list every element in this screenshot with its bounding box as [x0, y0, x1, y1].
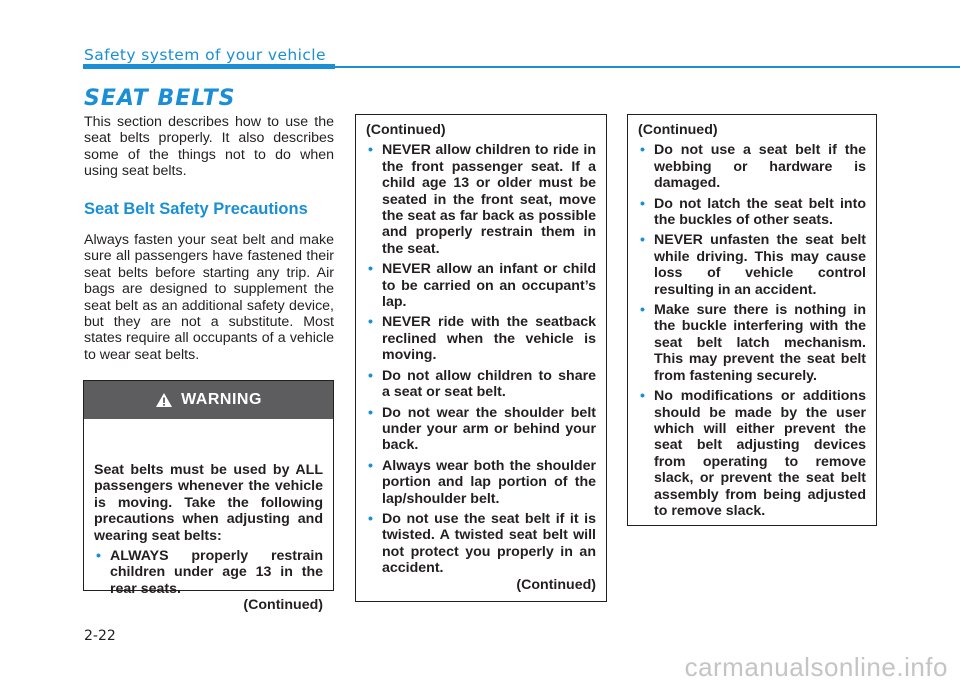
continued-box-right — [627, 114, 877, 526]
list-item: • Make sure there is nothing in the buckle interfering with the seat belt latch mechanism. This may prevent the seat belt from fastening securely. — [638, 302, 866, 384]
continued-box-middle — [355, 114, 607, 602]
warning-content — [84, 419, 333, 614]
header-title: Safety system of your vehicle — [84, 46, 326, 64]
watermark: carmanualsonline.info — [684, 652, 948, 682]
middle-list — [366, 142, 596, 576]
precautions-paragraph: Always fasten your seat belt and make sure all passengers have fastened their seat belts before starting any trip. Air bags are designed to supplement the seat belt as an additional safety device, but they are not a substitute. Most states require all occupants of a vehicle to wear seat belts. — [84, 232, 334, 363]
list-item: • ALWAYS properly restrain children under age 13 in the rear seats. — [94, 548, 323, 597]
list-item: • Do not allow children to share a seat or seat belt. — [366, 368, 596, 401]
list-item: • NEVER unfasten the seat belt while driving. This may cause loss of vehicle control resulting in an accident. — [638, 232, 866, 298]
list-item: • No modifications or additions should be made by the user which will either prevent the seat belt adjusting devices from operating to remove slack, or prevent the seat belt assembly from being adjusted to remove slack. — [638, 388, 866, 519]
list-item: • NEVER ride with the seatback reclined when the vehicle is moving. — [366, 314, 596, 363]
list-item: • Do not use a seat belt if the webbing or hardware is damaged. — [638, 142, 866, 191]
page-number: 2-22 — [84, 628, 116, 644]
list-item: • Do not use the seat belt if it is twisted. A twisted seat belt will not protect you properly in an accident. — [366, 511, 596, 577]
list-item: • NEVER allow children to ride in the front passenger seat. If a child age 13 or older must be seated in the front seat, move the seat as far back as possible and properly restrain them in the seat. — [366, 142, 596, 257]
subheading: Seat Belt Safety Precautions — [84, 200, 308, 218]
right-list — [638, 142, 866, 519]
header-rule-thin — [335, 66, 960, 68]
right-box-content — [628, 115, 876, 519]
list-item: • Always wear both the shoulder portion and lap portion of the lap/shoulder belt. — [366, 458, 596, 507]
warning-list — [94, 548, 323, 597]
continued-label: (Continued) — [516, 576, 596, 593]
list-item: • NEVER allow an infant or child to be carried on an occupant’s lap. — [366, 261, 596, 310]
warning-intro: Seat belts must be used by ALL passengers whenever the vehicle is moving. Take the following precautions when adjusting and wearing seat belts: — [94, 462, 323, 544]
continued-label: (Continued) — [243, 597, 323, 614]
intro-paragraph: This section describes how to use the seat belts properly. It also describes some of the things not to do when using seat belts. — [84, 114, 334, 180]
middle-box-content — [356, 115, 606, 593]
continued-label: (Continued) — [638, 122, 718, 138]
warning-header — [84, 381, 333, 419]
list-item: • Do not latch the seat belt into the buckles of other seats. — [638, 196, 866, 229]
continued-label: (Continued) — [366, 122, 446, 138]
warning-triangle-icon — [155, 392, 173, 408]
warning-label: WARNING — [181, 391, 262, 408]
list-item: • Do not wear the shoulder belt under your arm or behind your back. — [366, 405, 596, 454]
header-rule-thick — [83, 64, 335, 69]
section-title: SEAT BELTS — [84, 86, 236, 111]
warning-box — [83, 380, 334, 614]
